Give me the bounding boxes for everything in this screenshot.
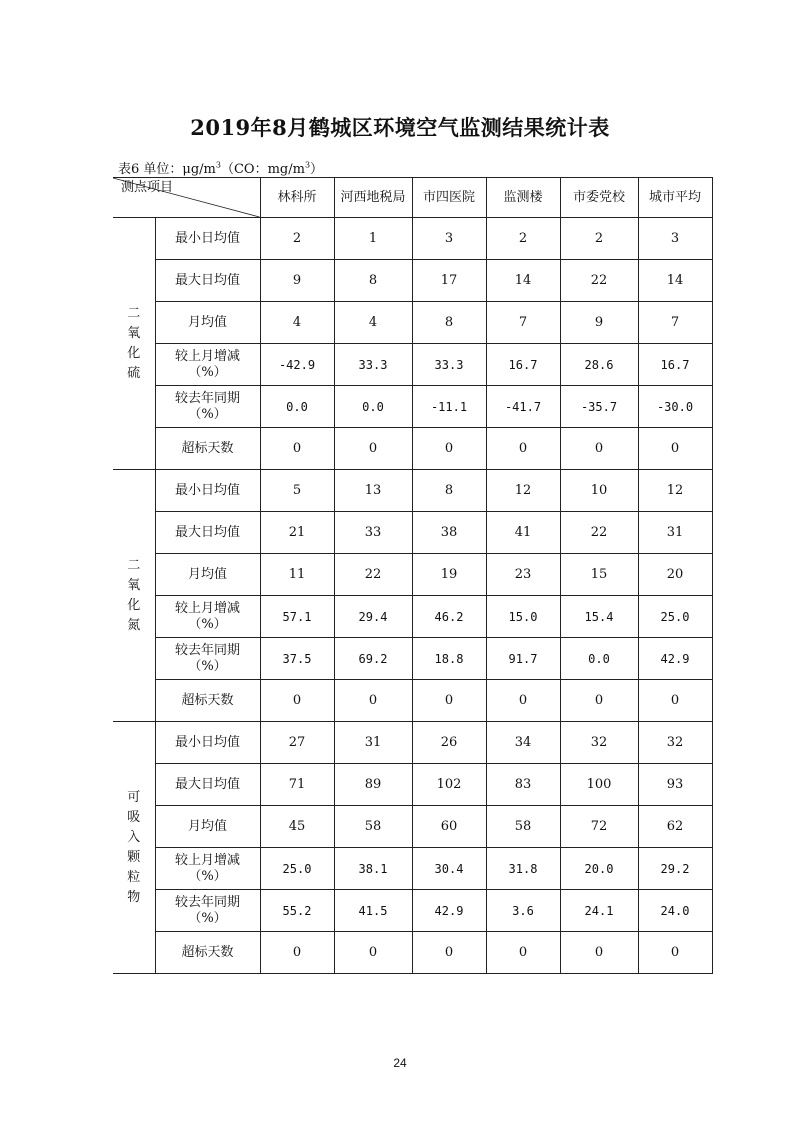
value-cell: 16.7 [638,344,712,386]
metric-label-line: （%） [188,364,227,380]
value-cell: 15.4 [560,596,638,638]
value-cell: 25.0 [638,596,712,638]
value-cell: 0 [638,932,712,974]
pollutant-name-cell [113,722,155,974]
pollutant-name-char: 二 [127,557,141,573]
pollutant-name-char: 物 [127,889,141,905]
metric-label-cell [155,386,260,428]
value-cell: 38 [412,512,486,554]
column-header: 市委党校 [560,178,638,218]
value-cell: 89 [334,764,412,806]
value-cell: 12 [486,470,560,512]
metric-label-line: 超标天数 [181,440,234,456]
value-cell: 20.0 [560,848,638,890]
value-cell: 9 [260,260,334,302]
table-row [113,806,712,848]
value-cell: 57.1 [260,596,334,638]
value-cell: 22 [560,260,638,302]
table-row [113,428,712,470]
value-cell: 102 [412,764,486,806]
metric-label-line: 超标天数 [181,944,234,960]
value-cell: 0 [486,428,560,470]
metric-label-line: 较上月增减 [174,348,240,364]
value-cell: 91.7 [486,638,560,680]
value-cell: 22 [334,554,412,596]
metric-label-line: 超标天数 [181,692,234,708]
value-cell: 69.2 [334,638,412,680]
value-cell: 42.9 [412,890,486,932]
value-cell: 58 [334,806,412,848]
value-cell: 9 [560,302,638,344]
table-row [113,554,712,596]
value-cell: 4 [260,302,334,344]
value-cell: 13 [334,470,412,512]
metric-label-cell [155,932,260,974]
table-row [113,638,712,680]
value-cell: 23 [486,554,560,596]
metric-label-line: 最大日均值 [174,272,240,288]
value-cell: 32 [560,722,638,764]
pollutant-name-char: 二 [127,305,141,321]
value-cell: 71 [260,764,334,806]
pollutant-name-char: 硫 [127,365,141,381]
value-cell: 10 [560,470,638,512]
pollutant-name-char: 吸 [127,809,141,825]
value-cell: 0 [412,428,486,470]
metric-label-cell [155,848,260,890]
metric-label-line: （%） [188,868,227,884]
value-cell: 17 [412,260,486,302]
value-cell: 83 [486,764,560,806]
value-cell: 19 [412,554,486,596]
column-header: 城市平均 [638,178,712,218]
value-cell: 33.3 [334,344,412,386]
value-cell: 37.5 [260,638,334,680]
value-cell: 7 [486,302,560,344]
metric-label-cell [155,344,260,386]
value-cell: 0 [638,428,712,470]
value-cell: 62 [638,806,712,848]
caption-superscript: 3 [304,160,311,170]
value-cell: 15 [560,554,638,596]
metric-label-cell [155,302,260,344]
value-cell: 29.4 [334,596,412,638]
value-cell: 0 [486,680,560,722]
value-cell: 0 [638,680,712,722]
metric-label-cell [155,470,260,512]
metric-label-cell [155,806,260,848]
table-row [113,344,712,386]
value-cell: 45 [260,806,334,848]
value-cell: 0 [260,932,334,974]
metric-label-cell [155,554,260,596]
value-cell: 0 [260,428,334,470]
value-cell: 31 [334,722,412,764]
value-cell: 15.0 [486,596,560,638]
pollutant-name-cell [113,470,155,722]
pollutant-name-char: 入 [127,829,141,845]
value-cell: 4 [334,302,412,344]
value-cell: 16.7 [486,344,560,386]
value-cell: 2 [560,218,638,260]
metric-label-line: （%） [188,406,227,422]
value-cell: 12 [638,470,712,512]
air-quality-table [113,177,713,974]
column-header: 河西地税局 [334,178,412,218]
value-cell: 41.5 [334,890,412,932]
value-cell: 33.3 [412,344,486,386]
value-cell: 0.0 [260,386,334,428]
value-cell: 1 [334,218,412,260]
value-cell: 0 [412,680,486,722]
metric-label-line: 最大日均值 [174,524,240,540]
pollutant-name-char: 氧 [127,577,141,593]
value-cell: 8 [334,260,412,302]
value-cell: 58 [486,806,560,848]
metric-label-line: 较去年同期 [174,390,240,406]
value-cell: -41.7 [486,386,560,428]
page-number: 24 [393,1056,407,1070]
metric-label-cell [155,512,260,554]
caption-suffix: ） [310,162,324,177]
column-header: 市四医院 [412,178,486,218]
metric-label-line: 最小日均值 [174,734,240,750]
value-cell: 11 [260,554,334,596]
value-cell: 28.6 [560,344,638,386]
table-row [113,302,712,344]
value-cell: 7 [638,302,712,344]
metric-label-line: （%） [188,658,227,674]
metric-label-cell [155,638,260,680]
metric-label-line: 最小日均值 [174,230,240,246]
pollutant-name-char: 氧 [127,325,141,341]
value-cell: 24.0 [638,890,712,932]
value-cell: 0.0 [334,386,412,428]
value-cell: 21 [260,512,334,554]
metric-label-line: 最小日均值 [174,482,240,498]
value-cell: 22 [560,512,638,554]
value-cell: -35.7 [560,386,638,428]
table-row [113,890,712,932]
value-cell: -11.1 [412,386,486,428]
value-cell: 31 [638,512,712,554]
value-cell: 0 [260,680,334,722]
metric-label-line: 月均值 [187,314,227,330]
table-row [113,596,712,638]
value-cell: 25.0 [260,848,334,890]
value-cell: 0 [560,680,638,722]
value-cell: 32 [638,722,712,764]
value-cell: 8 [412,470,486,512]
value-cell: 100 [560,764,638,806]
value-cell: 0.0 [560,638,638,680]
value-cell: 0 [412,932,486,974]
value-cell: 0 [560,428,638,470]
pollutant-name-char: 粒 [127,869,141,885]
table-row [113,512,712,554]
header-row [113,178,712,218]
value-cell: 29.2 [638,848,712,890]
value-cell: -42.9 [260,344,334,386]
caption-middle: （CO：mg/m [220,162,305,177]
value-cell: 2 [486,218,560,260]
pollutant-name-char: 化 [127,345,141,361]
value-cell: 46.2 [412,596,486,638]
metric-label-cell [155,596,260,638]
value-cell: 31.8 [486,848,560,890]
table-row [113,260,712,302]
metric-label-cell [155,260,260,302]
metric-label-cell [155,680,260,722]
table-body [113,178,712,974]
corner-header-cell [113,178,260,218]
metric-label-cell [155,218,260,260]
metric-label-line: （%） [188,616,227,632]
pollutant-name-cell [113,218,155,470]
value-cell: 3 [638,218,712,260]
value-cell: 41 [486,512,560,554]
corner-label: 测点项目 [121,180,174,195]
metric-label-line: 较去年同期 [174,642,240,658]
table-row [113,218,712,260]
table-row [113,722,712,764]
value-cell: -30.0 [638,386,712,428]
metric-label-cell [155,428,260,470]
metric-label-line: 较上月增减 [174,600,240,616]
metric-label-line: 较去年同期 [174,894,240,910]
value-cell: 72 [560,806,638,848]
value-cell: 93 [638,764,712,806]
metric-label-cell [155,722,260,764]
value-cell: 55.2 [260,890,334,932]
value-cell: 18.8 [412,638,486,680]
value-cell: 42.9 [638,638,712,680]
caption-prefix: 表6 单位：μg/m [118,162,216,177]
value-cell: 0 [334,680,412,722]
value-cell: 3 [412,218,486,260]
pollutant-name-char: 氮 [127,617,141,633]
table-row [113,470,712,512]
value-cell: 2 [260,218,334,260]
value-cell: 60 [412,806,486,848]
metric-label-cell [155,890,260,932]
value-cell: 38.1 [334,848,412,890]
value-cell: 0 [486,932,560,974]
value-cell: 27 [260,722,334,764]
metric-label-cell [155,764,260,806]
value-cell: 20 [638,554,712,596]
metric-label-line: （%） [188,910,227,926]
page-title: 2019年8月鹤城区环境空气监测结果统计表 [190,115,610,140]
metric-label-line: 月均值 [187,566,227,582]
metric-label-line: 月均值 [187,818,227,834]
value-cell: 26 [412,722,486,764]
table-row [113,932,712,974]
value-cell: 0 [334,932,412,974]
value-cell: 0 [334,428,412,470]
value-cell: 24.1 [560,890,638,932]
metric-label-line: 较上月增减 [174,852,240,868]
value-cell: 8 [412,302,486,344]
value-cell: 30.4 [412,848,486,890]
value-cell: 5 [260,470,334,512]
value-cell: 14 [638,260,712,302]
column-header: 监测楼 [486,178,560,218]
caption-superscript: 3 [215,160,221,170]
table-row [113,848,712,890]
column-header: 林科所 [260,178,334,218]
pollutant-name-char: 化 [127,597,141,613]
table-row [113,680,712,722]
value-cell: 34 [486,722,560,764]
metric-label-line: 最大日均值 [174,776,240,792]
pollutant-name-char: 颗 [127,849,141,865]
table-row [113,764,712,806]
value-cell: 33 [334,512,412,554]
table-row [113,386,712,428]
pollutant-name-char: 可 [127,789,141,805]
table-caption [118,158,323,177]
value-cell: 3.6 [486,890,560,932]
value-cell: 0 [560,932,638,974]
value-cell: 14 [486,260,560,302]
